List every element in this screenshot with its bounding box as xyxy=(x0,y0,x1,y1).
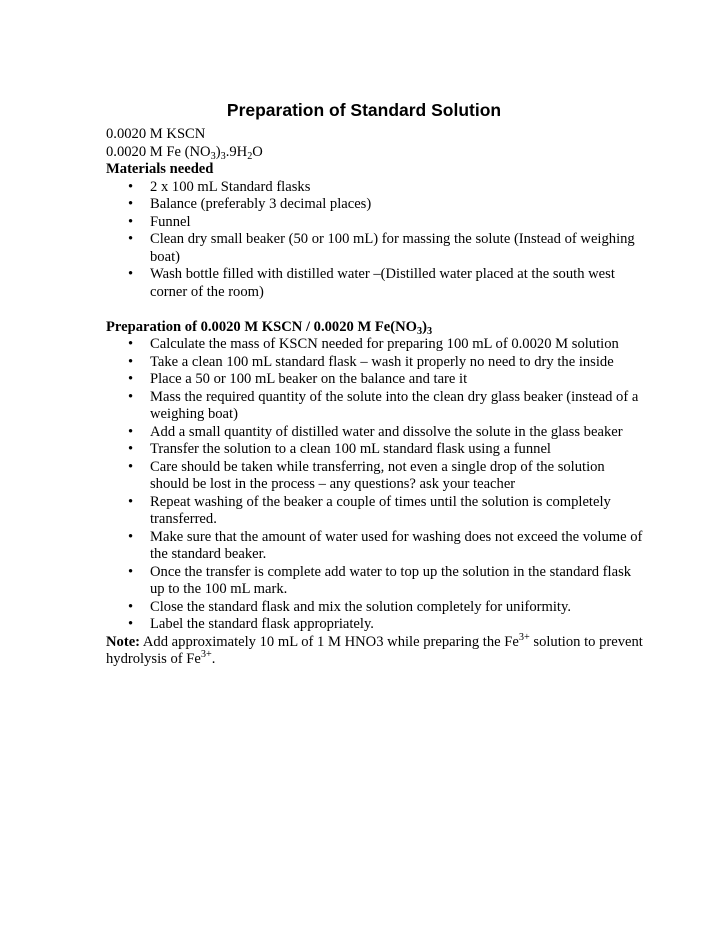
bullet-icon: • xyxy=(128,493,134,510)
solution-fe: 0.0020 M Fe $(NO_3)_3.9H_2O$ xyxy=(106,143,263,162)
list-item: • Repeat washing of the beaker a couple of times until the solution is completely transferred. xyxy=(128,493,611,527)
bullet-icon: • xyxy=(128,616,134,632)
list-item: • Transfer the solution to a clean 100 mL standard flask using a funnel xyxy=(128,441,551,457)
list-item: • Label the standard flask appropriately. xyxy=(128,616,374,632)
list-item: • Wash bottle filled with distilled water –(Distilled water placed at the south west corner of the room) xyxy=(128,266,615,300)
bullet-icon: • xyxy=(128,178,134,195)
list-item: • Add a small quantity of distilled water and dissolve the solute in the glass beaker xyxy=(128,423,623,440)
document-body xyxy=(106,126,646,669)
list-item: • Make sure that the amount of water used for washing does not exceed the volume of the standard beaker. xyxy=(128,528,643,562)
note-label: Note: xyxy=(106,633,141,650)
bullet-icon: • xyxy=(128,458,134,475)
list-item: • 2 x 100 mL Standard flasks xyxy=(128,178,311,195)
list-item: • Balance (preferably 3 decimal places) xyxy=(128,196,372,212)
preparation-heading: Preparation of 0.0020 M KSCN / 0.0020 M $Fe(NO_3)_3$ xyxy=(106,318,433,337)
list-item: • Mass the required quantity of the solute into the clean dry glass beaker (instead of a weighing boat) xyxy=(128,388,639,422)
bullet-icon: • xyxy=(128,336,134,352)
bullet-icon: • xyxy=(128,598,134,615)
list-item: • Funnel xyxy=(128,213,191,230)
bullet-icon: • xyxy=(128,213,134,230)
bullet-icon: • xyxy=(128,353,134,370)
materials-list xyxy=(106,179,646,302)
list-item: • Take a clean 100 mL standard flask – wash it properly no need to dry the inside xyxy=(128,353,614,370)
materials-heading: Materials needed xyxy=(106,161,214,177)
page-title: Preparation of Standard Solution xyxy=(226,100,502,120)
bullet-icon: • xyxy=(128,528,134,545)
list-item: • Place a 50 or 100 mL beaker on the balance and tare it xyxy=(128,371,468,387)
list-item: • Care should be taken while transferring, not even a single drop of the solution should be lost in the process – any questions? ask your teacher xyxy=(128,458,605,492)
list-item: • Once the transfer is complete add water to top up the solution in the standard flask up to the 100 mL mark. xyxy=(128,563,632,597)
list-item: • Close the standard flask and mix the solution completely for uniformity. xyxy=(128,598,571,615)
bullet-icon: • xyxy=(128,441,134,457)
bullet-icon: • xyxy=(128,388,134,405)
bullet-icon: • xyxy=(128,371,134,387)
solution-kscn: 0.0020 M KSCN xyxy=(106,126,206,142)
bullet-icon: • xyxy=(128,231,134,247)
preparation-steps xyxy=(106,336,646,634)
bullet-icon: • xyxy=(128,196,134,212)
list-item: • Calculate the mass of KSCN needed for preparing 100 mL of 0.0020 M solution xyxy=(128,336,619,352)
list-item: • Clean dry small beaker (50 or 100 mL) for massing the solute (Instead of weighing boat) xyxy=(128,231,635,265)
bullet-icon: • xyxy=(128,423,134,440)
bullet-icon: • xyxy=(128,563,134,580)
note-paragraph: Note: Add approximately 10 mL of 1 M HNO3 while preparing the $Fe^{3+}$ solution to prevent hydrolysis of $Fe^{3+}$. xyxy=(106,631,643,667)
bullet-icon: • xyxy=(128,266,134,282)
